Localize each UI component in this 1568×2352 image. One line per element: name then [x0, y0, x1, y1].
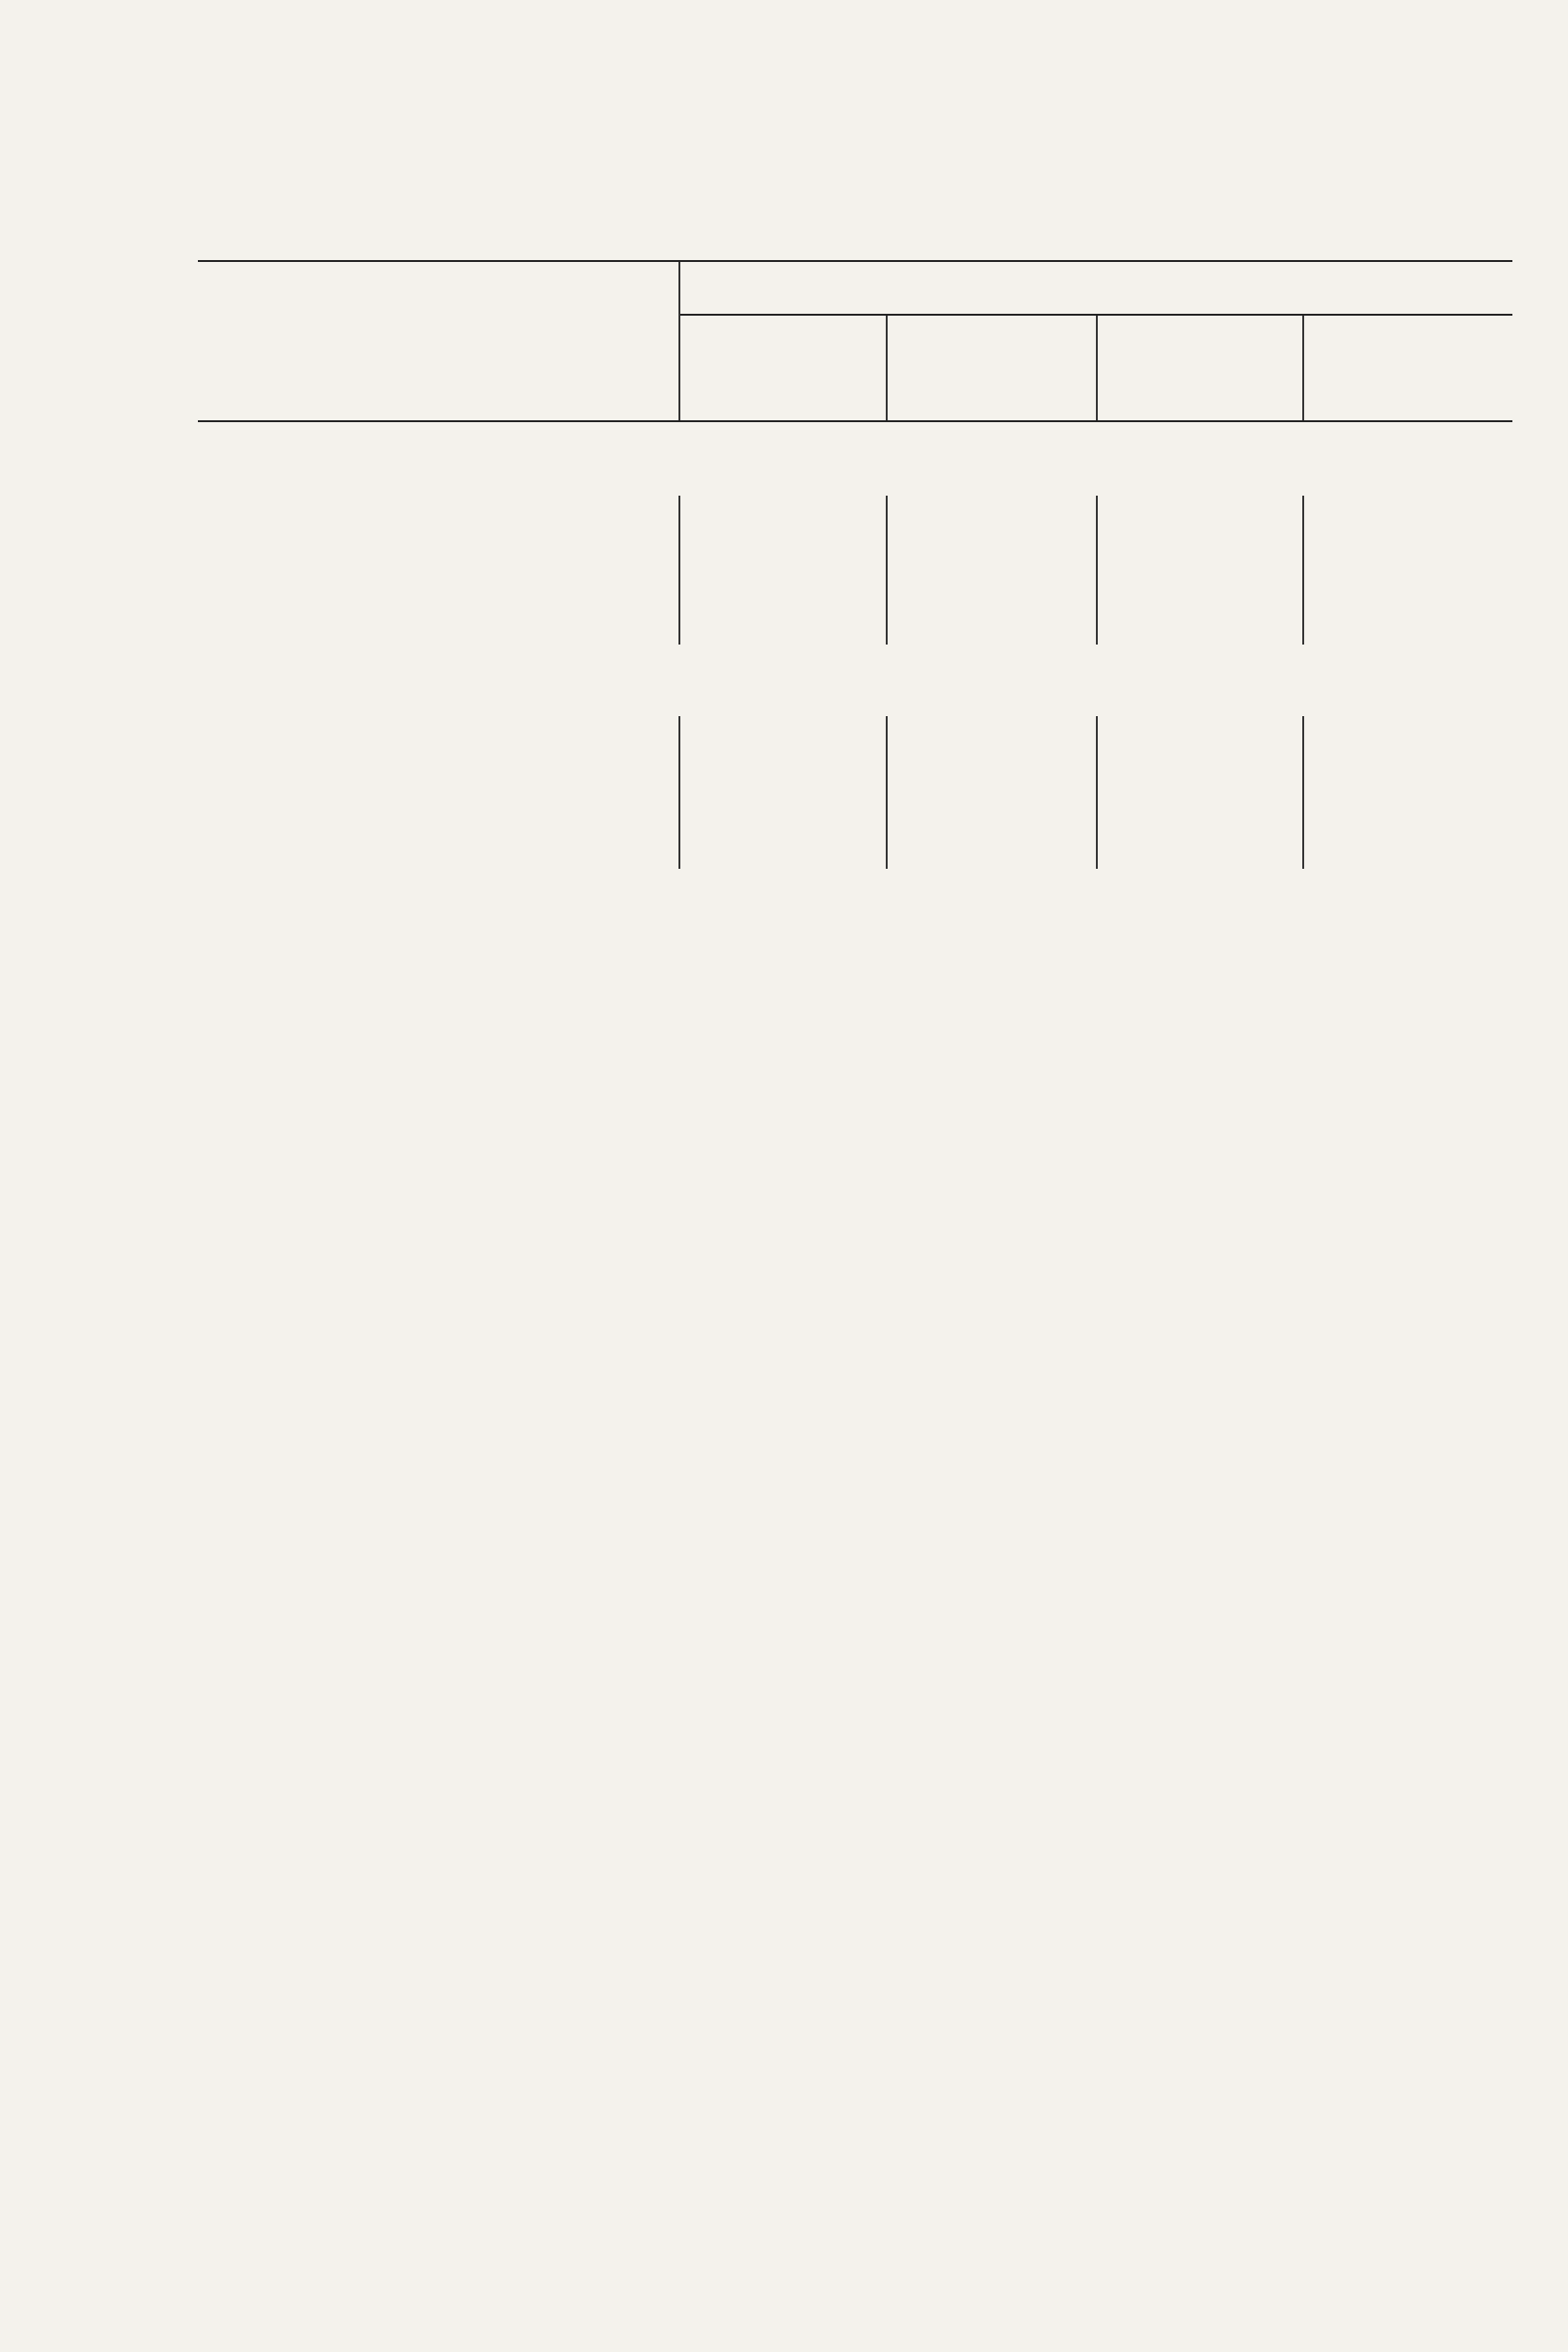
- body-divider: [1096, 496, 1098, 645]
- body-divider: [1302, 716, 1304, 869]
- body-divider: [1302, 496, 1304, 645]
- header-divider: [1302, 316, 1304, 420]
- table-top-rule: [198, 260, 1512, 262]
- table-caption: [198, 134, 1310, 205]
- header-bottom-rule: [198, 420, 1512, 422]
- header-divider: [886, 316, 888, 420]
- viscosity-table: [198, 260, 1512, 873]
- body-divider: [678, 716, 680, 869]
- body-divider: [1096, 716, 1098, 869]
- body-divider: [678, 496, 680, 645]
- body-divider: [886, 716, 888, 869]
- header-divider: [1096, 316, 1098, 420]
- body-divider: [886, 496, 888, 645]
- header-divider: [678, 262, 680, 420]
